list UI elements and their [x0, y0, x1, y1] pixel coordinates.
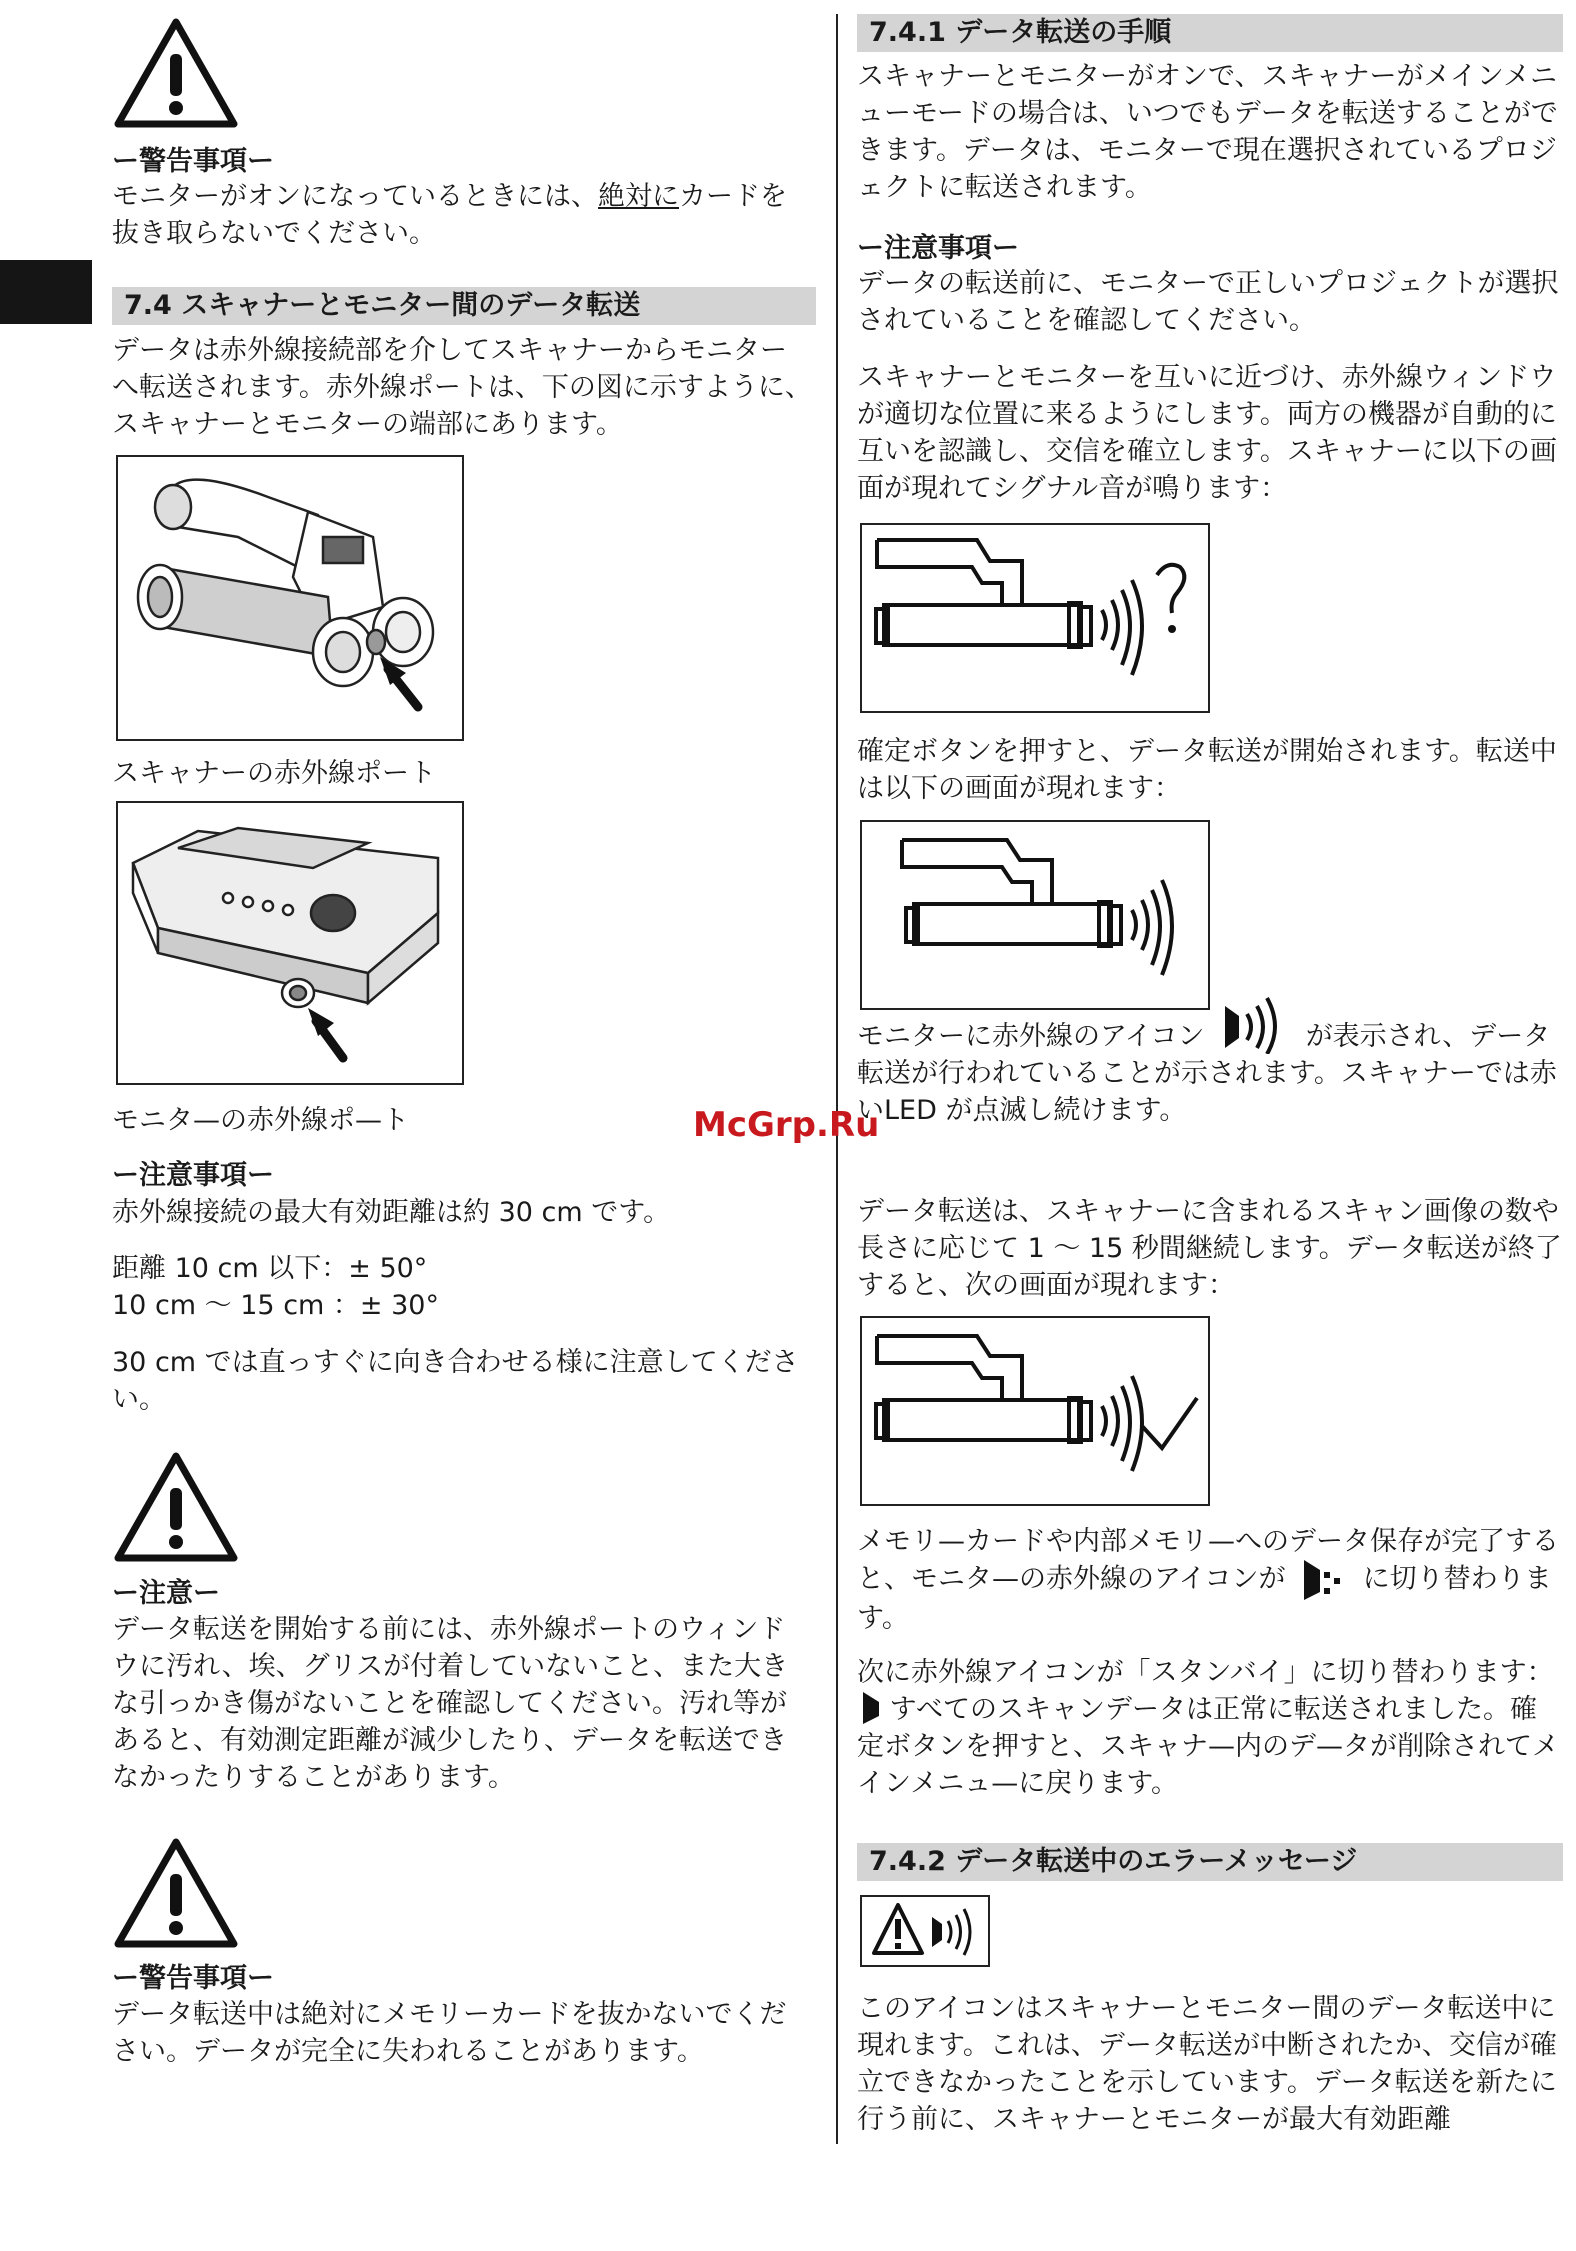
procedure-paragraph-5: データ転送は、スキャナーに含まれるスキャン画像の数や長さに応じて 1 〜 15 秒間継続します。データ転送が終了すると、次の画面が現れます： [857, 1196, 1562, 1301]
procedure-paragraph-4: モニターに赤外線のアイコン が表示され、データ転送が行われていることが示されます。スキャナーでは赤いLED が点滅し続けます。 [857, 1018, 1563, 1129]
monitor-caption: モニタ—の赤外線ポ—ト [112, 1105, 409, 1136]
ir-saved-icon [1298, 1554, 1348, 1600]
scanner-caption: スキャナーの赤外線ポート [112, 758, 436, 789]
intro-paragraph: データは赤外線接続部を介してスキャナーからモニターへ転送されます。赤外線ポートは、下の図に示すように、スキャナーとモニターの端部にあります。 [112, 335, 812, 440]
caution-triangle-icon [114, 1452, 238, 1562]
procedure-paragraph-7: 次に赤外線アイコンが「スタンバイ」に切り替わります： すべてのスキャンデータは正常に転送されました。確定ボタンを押すと、スキャナ—内のデ—タが削除されてメインメニュ—に戻ります。 [857, 1657, 1559, 1799]
section-7-4-2-heading: 7.4.2 データ転送中のエラーメッセージ [857, 1843, 1563, 1881]
scanner-ir-complete-screen [862, 1318, 1208, 1504]
warning1-title: ー警告事項ー [112, 146, 274, 177]
warning-triangle-icon [114, 18, 238, 128]
transfer-error-icon [862, 1897, 988, 1965]
procedure-paragraph-1: スキャナーとモニターがオンで、スキャナーがメインメニューモードの場合は、いつでもデータを転送することができます。データは、モニターで現在選択されているプロジェクトに転送されます。 [857, 61, 1558, 203]
monitor-illustration [118, 803, 462, 1083]
note1-text: 赤外線接続の最大有効距離は約 30 cm です。 [112, 1197, 671, 1228]
scanner-ir-query-screen [862, 525, 1208, 711]
section-7-4-heading: 7.4 スキャナーとモニター間のデータ転送 [112, 287, 816, 325]
scanner-illustration [118, 457, 462, 739]
note2-text: データの転送前に、モニターで正しいプロジェクトが選択されていることを確認してください。 [857, 268, 1559, 336]
procedure-paragraph-6: メモリ—カードや内部メモリ—へのデータ保存が完了すると、モニタ—の赤外線のアイコンが に切り替わります。 [857, 1526, 1559, 1634]
scanner-ir-transfer-screen [862, 822, 1208, 1008]
caution-title: ー注意ー [112, 1578, 220, 1609]
note1-title: ー注意事項ー [112, 1160, 274, 1191]
chapter-tab [0, 260, 92, 324]
procedure-paragraph-2: スキャナーとモニターを互いに近づけ、赤外線ウィンドウが適切な位置に来るようにします。両方の機器が自動的に互いを認識し、交信を確立します。スキャナーに以下の画面が現れてシグナル音が鳴ります： [857, 362, 1557, 504]
distance-line-3: 30 cm では直っすぐに向き合わせる様に注意してください。 [112, 1347, 799, 1415]
error-paragraph: このアイコンはスキャナーとモニター間のデータ転送中に現れます。これは、データ転送が中断されたか、交信が確立できなかったことを示しています。データ転送を新たに行う前に、スキャナーとモニターが最大有効距離 [857, 1993, 1557, 2135]
warning2-triangle-icon [114, 1838, 238, 1948]
scanner-screen-transferring [860, 820, 1210, 1010]
ir-transfer-icon [1217, 994, 1293, 1054]
ir-standby-icon [859, 1688, 881, 1724]
scanner-screen-connecting [860, 523, 1210, 713]
scanner-figure [116, 455, 464, 741]
watermark: McGrp.Ru [693, 1105, 880, 1145]
caution-text: データ転送を開始する前には、赤外線ポートのウィンドウに汚れ、埃、グリスが付着していないこと、また大きな引っかき傷がないことを確認してください。汚れ等があると、有効測定距離が減少したり、データを転送できなかったりすることがあります。 [112, 1614, 789, 1793]
monitor-figure [116, 801, 464, 1085]
column-divider [836, 14, 838, 2144]
warning2-text: データ転送中は絶対にメモリーカードを抜かないでください。データが完全に失われることがあります。 [112, 1999, 787, 2067]
error-icon-box [860, 1895, 990, 1967]
section-7-4-1-heading: 7.4.1 データ転送の手順 [857, 14, 1563, 52]
distance-line-1: 距離 10 cm 以下：± 50° [112, 1253, 428, 1284]
warning2-title: ー警告事項ー [112, 1963, 274, 1994]
procedure-paragraph-3: 確定ボタンを押すと、データ転送が開始されます。転送中は以下の画面が現れます： [857, 736, 1557, 804]
scanner-screen-complete [860, 1316, 1210, 1506]
distance-line-2: 10 cm 〜 15 cm ：± 30° [112, 1290, 439, 1321]
note2-title: ー注意事項ー [857, 233, 1019, 264]
warning1-text: モニターがオンになっているときには、絶対にカードを抜き取らないでください。 [112, 181, 787, 249]
